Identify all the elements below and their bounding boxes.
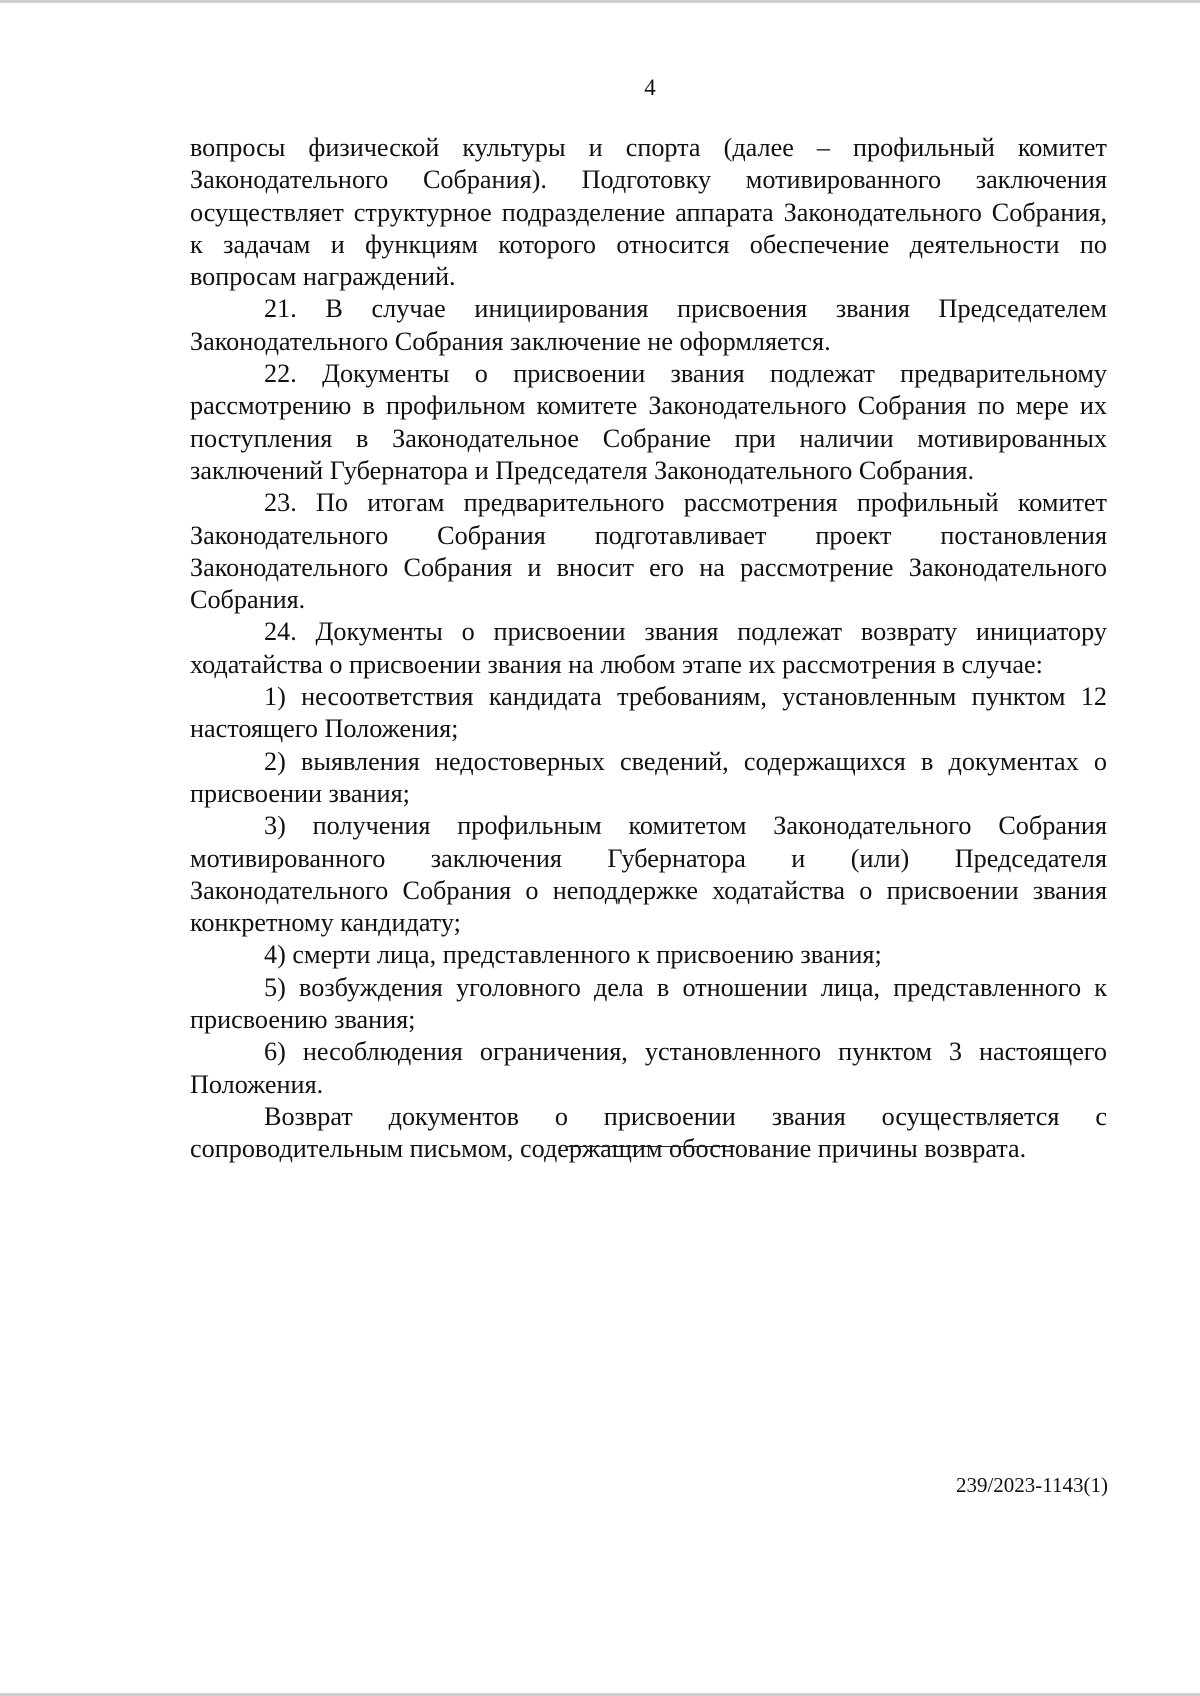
scan-edge-top [0,0,1200,3]
subitem-6: 6) несоблюдения ограничения, установленного пунктом 3 настоящего Положения. [190,1037,1107,1099]
paragraph-item-21: 21. В случае инициирования присвоения звания Председателем Законодательного Собрания заключение не оформляется. [190,294,1107,356]
page-number: 4 [644,75,656,100]
paragraph-item-22: 22. Документы о присвоении звания подлежат предварительному рассмотрению в профильном комитете Законодательного Собрания по мере их поступления в Законодательное Собрание при наличии мотивированных заключений Губернатора и Председателя Законодательного Собрания. [190,359,1107,485]
closing-paragraph: Возврат документов о присвоении звания осуществляется с сопроводительным письмом, содержащим обоснование причины возврата. [190,1101,1107,1164]
subitem-1: 1) несоответствия кандидата требованиям, установленным пунктом 12 настоящего Положения; [190,682,1107,744]
document-number: 239/2023-1143(1) [955,1473,1108,1497]
paragraph-item-24: 24. Документы о присвоении звания подлежат возврату инициатору ходатайства о присвоении звания на любом этапе их рассмотрения в случае: [190,617,1107,679]
subitem-4: 4) смерти лица, представленного к присвоению звания; [264,940,882,970]
document-body [190,132,1107,1166]
paragraph-item-23: 23. По итогам предварительного рассмотрения профильный комитет Законодательного Собрания подготавливает проект постановления Законодательного Собрания и вносит его на рассмотрение Законодательного Собрания. [190,488,1107,615]
paragraph-continuation: вопросы физической культуры и спорта (далее – профильный комитет Законодательного Собрания). Подготовку мотивированного заключения осуществляет структурное подразделение аппарата Законодательного Собрания, к задачам и функциям которого относится обеспечение деятельности по вопросам награждений. [190,133,1107,292]
subitem-5: 5) возбуждения уголовного дела в отношении лица, представленного к присвоению звания; [190,972,1107,1035]
subitem-2: 2) выявления недостоверных сведений, содержащихся в документах о присвоении звания; [190,746,1107,808]
end-separator-line [566,1146,735,1147]
subitem-3: 3) получения профильным комитетом Законодательного Собрания мотивированного заключения Губернатора и (или) Председателя Законодательного Собрания о неподдержке ходатайства о присвоении звания конкретному кандидату; [190,811,1107,938]
